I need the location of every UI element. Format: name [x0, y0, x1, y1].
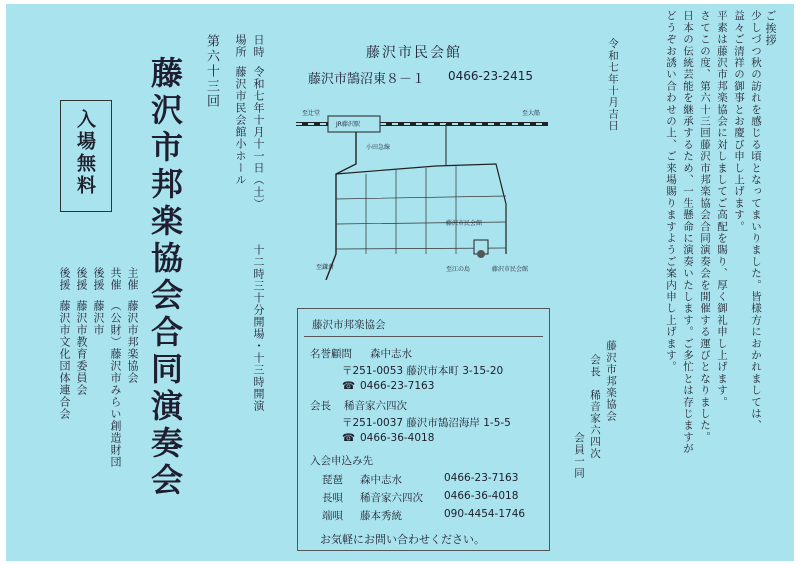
- contact-box: [297, 308, 550, 551]
- free-admission-text: 入場無料: [74, 109, 96, 197]
- president-role: 会長: [310, 400, 331, 412]
- join-phone: 0466-36-4018: [444, 490, 519, 502]
- map-label-tsujido: 至辻堂: [302, 110, 321, 117]
- sponsor-name: 藤沢市邦楽協会: [126, 300, 139, 384]
- map-streets: [366, 166, 456, 254]
- event-place: 藤沢市民会館小ホール: [234, 66, 247, 186]
- access-map: [296, 104, 548, 280]
- phone-icon: ☎: [342, 380, 356, 392]
- event-time: 十二時三十分開場・十三時開演: [252, 244, 265, 412]
- greeting-org: 藤沢市邦楽協会: [605, 340, 617, 422]
- greeting-members: 会員一同: [573, 432, 585, 479]
- join-name: 藤本秀統: [360, 510, 402, 522]
- greeting-line-1: 少しづつ秋の訪れを感じる頃となってまいりました。皆様方におかれましては、: [750, 10, 762, 432]
- advisor-address: 〒251-0053 藤沢市本町 3-15-20: [342, 365, 504, 377]
- join-genre: 琵琶: [322, 474, 343, 486]
- join-name: 稀音家六四次: [360, 492, 423, 504]
- greeting-line-3: 平素は藤沢市邦楽協会に対しましてご高配を賜り、厚く御礼申し上げます。: [716, 10, 728, 408]
- flyer-page: [6, 4, 794, 561]
- venue-name: 藤沢市民会館: [366, 45, 462, 61]
- join-phone: 090-4454-1746: [444, 508, 526, 520]
- event-date: 令和七年十月十一日（土）: [252, 66, 265, 210]
- free-admission-badge: [60, 100, 112, 212]
- join-genre: 端唄: [322, 510, 343, 522]
- map-hall-dot: [477, 250, 485, 258]
- advisor-phone: 0466-23-7163: [360, 380, 435, 392]
- join-name: 森中志水: [360, 474, 402, 486]
- president-address: 〒251-0037 藤沢市鵠沼海岸 1-5-5: [342, 417, 511, 429]
- sponsor-name: 藤沢市教育委員会: [75, 300, 88, 396]
- venue-phone: 0466-23-2415: [448, 69, 534, 83]
- sponsor-role: 主催: [126, 267, 139, 291]
- sponsor-role: 後援: [75, 267, 88, 291]
- join-genre: 長唄: [322, 492, 343, 504]
- greeting-heading: ご挨拶: [764, 10, 777, 47]
- map-road-west: [326, 132, 356, 280]
- sponsor-name: 藤沢市: [92, 300, 105, 336]
- event-edition: 第六十三回: [204, 34, 219, 109]
- greeting-line-5: 日本の伝統芸能を継承するため、一生懸命に演奏いたします。ご多忙とは存じますが: [682, 10, 694, 455]
- join-title: 入会申込み先: [310, 455, 373, 467]
- sponsor-role: 後援: [58, 267, 71, 291]
- sponsor-role: 後援: [92, 267, 105, 291]
- greeting-line-6: どうぞお誘い合わせの上、ご来場賜りますようご案内申し上げます。: [665, 10, 677, 373]
- map-label-enoshima: 至江の島: [446, 266, 471, 273]
- greeting-line-4: さてこの度、第六十三回藤沢市邦楽協会合同演奏会を開催する運びとなりました。: [699, 10, 711, 443]
- map-label-odakyu: 小田急線: [366, 144, 391, 151]
- contact-org: 藤沢市邦楽協会: [312, 319, 386, 331]
- map-label-hall: 藤沢市民会館: [492, 266, 529, 273]
- map-drawing: [296, 104, 548, 280]
- advisor-name: 森中志水: [370, 348, 412, 360]
- phone-icon: ☎: [342, 432, 356, 444]
- map-label-station: JR藤沢駅: [336, 121, 360, 128]
- event-place-label: 場所: [234, 34, 247, 58]
- venue-address: 藤沢市鵠沼東８－１: [308, 72, 426, 87]
- contact-rule-1: [304, 336, 543, 337]
- sponsor-role: 共催: [109, 267, 122, 291]
- president-phone: 0466-36-4018: [360, 432, 435, 444]
- sponsor-name: （公財）藤沢市みらい創造財団: [109, 300, 122, 468]
- event-date-label: 日時: [252, 34, 265, 58]
- contact-closing: お気軽にお問い合わせください。: [320, 533, 485, 546]
- map-label-kamakura: 至鎌倉: [316, 264, 335, 271]
- greeting-president: 会長 稀音家六四次: [589, 354, 601, 460]
- greeting-date: 令和七年十月吉日: [607, 38, 619, 132]
- advisor-role: 名誉顧問: [310, 348, 352, 360]
- event-title: 藤沢市邦楽協会合同演奏会: [146, 56, 184, 500]
- sponsor-name: 藤沢市文化団体連合会: [58, 300, 71, 420]
- map-label-ofuna: 至大船: [522, 110, 541, 117]
- president-name: 稀音家六四次: [344, 400, 407, 412]
- greeting-line-2: 益々ご清祥の御事とお慶び申し上げます。: [733, 10, 745, 233]
- join-phone: 0466-23-7163: [444, 472, 519, 484]
- map-label-hall-inner: 藤沢市民会館: [446, 220, 483, 227]
